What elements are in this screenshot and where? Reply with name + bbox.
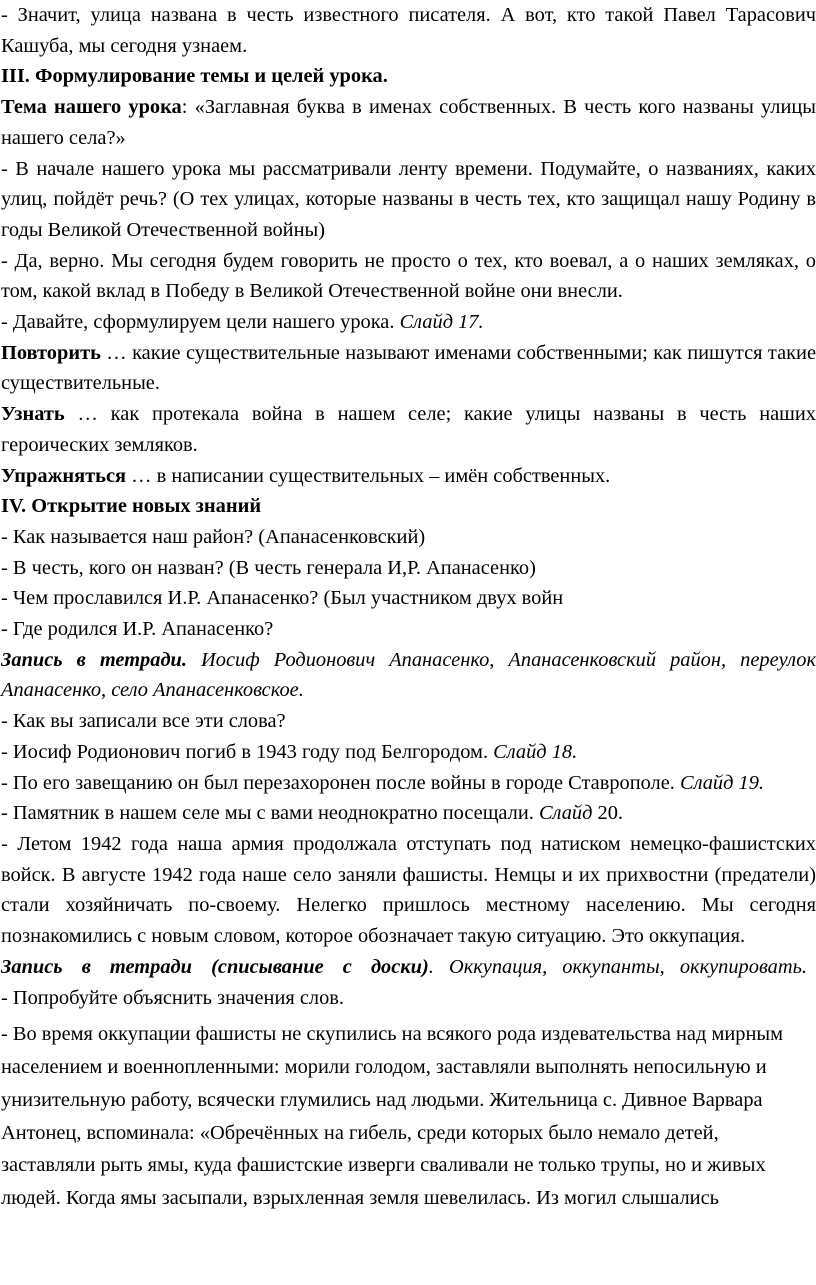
paragraph-timeline: - В начале нашего урока мы рассматривали ленту времени. Подумайте, о названиях, каких улиц, пойдёт речь? (О тех улицах, которые названы в честь тех, кто защищал нашу Родину в годы Великой Отечественной войны) <box>1 157 816 241</box>
paragraph-reburial: - По его завещанию он был перезахоронен после войны в городе Ставрополе. Слайд 19. <box>1 771 765 794</box>
notebook-entry-1: Запись в тетради. Иосиф Родионович Апанасенко, Апанасенковский район, переулок Апанасенко, село Апанасенковское. <box>1 648 816 702</box>
question-born: - Где родился И.Р. Апанасенко? <box>1 618 274 641</box>
question-how-written: - Как вы записали все эти слова? <box>1 710 286 733</box>
slide-ref: Слайд 17. <box>399 311 484 334</box>
paragraph-countrymen: - Да, верно. Мы сегодня будем говорить не просто о тех, кто воевал, а о наших земляках, о том, какой вклад в Победу в Великой Отечественной войне они внесли. <box>1 249 816 303</box>
paragraph-monument: - Памятник в нашем селе мы с вами неоднократно посещали. Слайд 20. <box>1 802 623 825</box>
paragraph-atrocities: - Во время оккупации фашисты не скупились на всякого рода издевательства над мирным населением и военнопленными: морили голодом, заставляли выполнять непосильную и унизительную работу, всячески глумились над людьми. Жительница с. Дивное Варвара Антонец, вспоминала: «Обречённых на гибель, среди которых было немало детей, заставляли рыть ямы, куда фашистские изверги сваливали не только трупы, но и живых людей. Когда ямы засыпали, взрыхленная земля шевелилась. Из могил слышались <box>1 1023 783 1210</box>
paragraph-explain: - Попробуйте объяснить значения слов. <box>1 986 344 1009</box>
paragraph-intro: - Значит, улица названа в честь известного писателя. А вот, кто такой Павел Тарасович Кашуба, мы сегодня узнаем. <box>1 4 816 57</box>
slide-ref: Слайд <box>538 802 593 825</box>
paragraph-death: - Иосиф Родионович погиб в 1943 году под Белгородом. Слайд 18. <box>1 740 578 763</box>
slide-ref: Слайд 19. <box>679 771 765 794</box>
goal-learn: Узнать … как протекала война в нашем селе; какие улицы названы в честь наших героических земляков. <box>1 403 816 456</box>
notebook-entry-2: Запись в тетради (списывание с доски). Оккупация, оккупанты, оккупировать. <box>1 955 807 978</box>
goal-repeat: Повторить … какие существительные называют именами собственными; как пишутся такие существительные. <box>1 341 816 395</box>
question-famous-for: - Чем прославился И.Р. Апанасенко? (Был участником двух войн <box>1 587 564 610</box>
section-heading-4: IV. Открытие новых знаний <box>1 495 262 518</box>
paragraph-goals-intro: - Давайте, сформулируем цели нашего урока. Слайд 17. <box>1 311 484 334</box>
lesson-topic: Тема нашего урока: «Заглавная буква в именах собственных. В честь кого названы улицы нашего села?» <box>1 96 816 149</box>
paragraph-occupation: - Летом 1942 года наша армия продолжала отступать под натиском немецко-фашистских войск. В августе 1942 года наше село заняли фашисты. Немцы и их прихвостни (предатели) стали хозяйничать по-своему. Нелегко пришлось местному населению. Мы сегодня познакомились с новым словом, которое обозначает такую ситуацию. Это оккупация. <box>1 832 816 948</box>
topic-label: Тема нашего урока <box>1 96 182 119</box>
goal-practice: Упражняться … в написании существительных – имён собственных. <box>1 464 611 487</box>
slide-ref: Слайд 18. <box>493 740 578 763</box>
question-named-after: - В честь, кого он назван? (В честь генерала И,Р. Апанасенко) <box>1 556 536 579</box>
section-heading-3: III. Формулирование темы и целей урока. <box>1 65 388 88</box>
question-district: - Как называется наш район? (Апанасенковский) <box>1 525 426 548</box>
